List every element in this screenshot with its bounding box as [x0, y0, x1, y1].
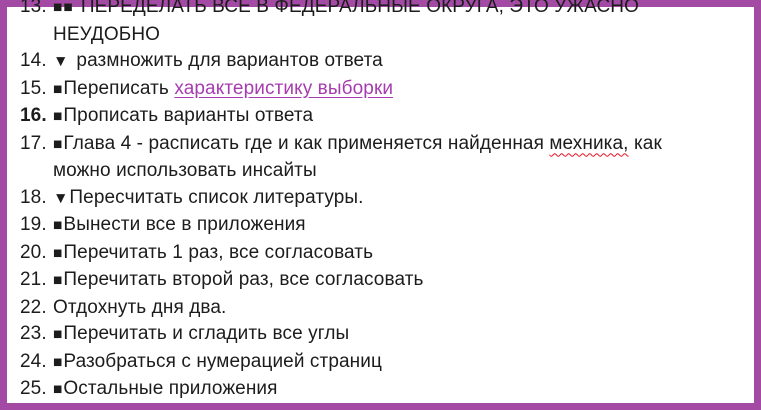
list-item [20, 212, 746, 240]
list-item [20, 0, 746, 48]
list-item-body [53, 131, 746, 185]
list-item-body [53, 76, 746, 104]
list-item [20, 103, 746, 131]
list-item-body [53, 349, 746, 377]
list-item-body [53, 185, 746, 213]
list-item-number: 21. [20, 269, 47, 290]
filled-checkbox-icon: ■ [53, 381, 64, 398]
list-item-number: 16. [20, 105, 47, 126]
list-item-body [53, 48, 746, 76]
list-item-body [53, 103, 746, 131]
list-item-number: 25. [20, 378, 47, 399]
list-item-body [53, 295, 746, 322]
list-item [20, 267, 746, 295]
list-item [20, 240, 746, 268]
text-run: Перечитать 1 раз, все согласовать [63, 241, 374, 263]
list-item-body [53, 267, 746, 295]
text-run: Отдохнуть дня два. [53, 296, 227, 318]
filled-checkbox-icon: ■ [53, 353, 64, 371]
note-link[interactable]: характеристику выборки [174, 77, 394, 99]
list-item-number: 18. [20, 186, 47, 208]
list-item [20, 321, 746, 349]
misspelled-word: мехника, [549, 132, 629, 154]
list-item [20, 295, 746, 322]
list-item-number: 22. [20, 296, 47, 318]
text-run: Вынести все в приложения [63, 214, 306, 235]
text-run: Разобраться с нумерацией страниц [63, 350, 382, 372]
list-item [20, 76, 746, 104]
text-run: Прописать варианты ответа [63, 105, 314, 126]
list-item-number: 14. [20, 50, 47, 71]
list-item-number: 23. [20, 323, 47, 344]
filled-checkbox-icon: ■ [53, 217, 64, 234]
text-run: ПЕРЕДЕЛАТЬ ВСЕ В ФЕДЕРАЛЬНЫЕ ОКРУГА, ЭТО УЖАСНО [80, 0, 639, 17]
list-item-number: 15. [20, 77, 47, 99]
list-item [20, 131, 746, 185]
triangle-down-icon: ▼ [53, 189, 70, 207]
list-item-number: 19. [20, 214, 47, 235]
text-run: как [628, 132, 662, 154]
text-run: Пересчитать список литературы. [69, 186, 364, 208]
text-run: НЕУДОБНО [53, 23, 161, 45]
text-run: можно использовать инсайты [53, 160, 317, 181]
text-run: Остальные приложения [63, 378, 278, 399]
filled-checkbox-icon: ■ [53, 80, 64, 98]
text-run: Переписать [63, 77, 175, 99]
list-item-body [53, 376, 746, 404]
list-item-number: 17. [20, 132, 47, 154]
list-item [20, 349, 746, 377]
text-run: Глава 4 - расписать где и как применяется найденная [63, 132, 550, 154]
filled-checkbox-icon: ■ [53, 108, 64, 125]
list-item-body [53, 0, 746, 48]
filled-checkbox-icon: ■ [53, 272, 64, 289]
text-run: Перечитать и сгладить все углы [63, 323, 350, 344]
filled-checkbox-icon: ■ [53, 244, 64, 262]
text-run: размножить для вариантов ответа [76, 50, 383, 71]
triangle-down-icon: ▼ [53, 53, 70, 70]
note-page [7, 0, 754, 399]
list-item-body [53, 240, 746, 268]
todo-list [7, 0, 754, 404]
list-item [20, 48, 746, 76]
filled-checkbox-icon: ■ [53, 135, 64, 153]
list-item-body [53, 212, 746, 240]
list-item-body [53, 321, 746, 349]
filled-checkbox-icon: ■ [53, 326, 64, 343]
list-item-number: 13. [20, 0, 47, 17]
list-item-number: 24. [20, 350, 47, 372]
list-item-number: 20. [20, 241, 47, 263]
list-item [20, 376, 746, 404]
double-filled-checkbox-icon: ■■ [53, 0, 74, 16]
text-run: Перечитать второй раз, все согласовать [63, 269, 424, 290]
list-item [20, 185, 746, 213]
